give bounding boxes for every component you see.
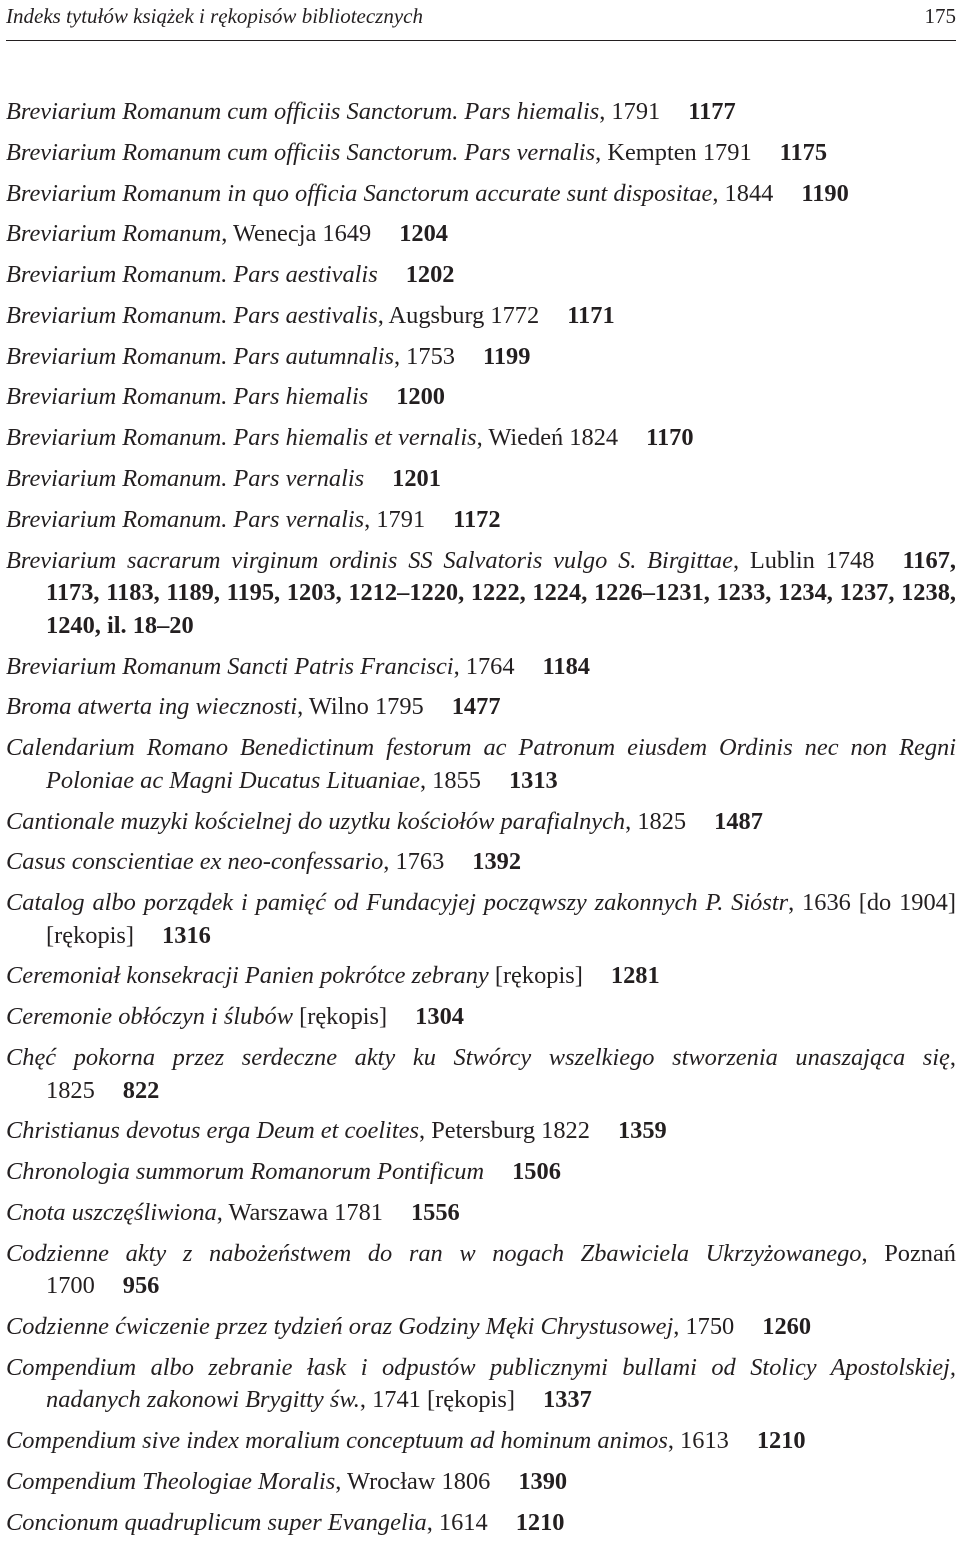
entry-refs: 822 xyxy=(122,1076,160,1104)
entry-title: Breviarium Romanum cum officiis Sanctorum. Pars hiemalis xyxy=(6,98,600,125)
index-entry xyxy=(6,218,956,251)
entry-details: , Augsburg 1772 xyxy=(377,301,540,329)
running-header xyxy=(6,0,956,41)
index-entries xyxy=(6,96,956,1548)
index-entry xyxy=(6,259,956,292)
entry-refs: 1337 xyxy=(543,1386,592,1414)
index-entry xyxy=(6,960,956,993)
index-entry xyxy=(6,381,956,414)
index-entry xyxy=(6,1238,956,1303)
entry-title: Chęć pokorna przez serdeczne akty ku Stwórcy wszelkiego stworzenia unaszająca się xyxy=(6,1044,950,1071)
entry-details: , 1750 xyxy=(673,1313,735,1341)
index-entry xyxy=(6,1197,956,1230)
index-entry xyxy=(6,341,956,374)
index-entry xyxy=(6,1507,956,1540)
entry-refs: 1199 xyxy=(482,342,531,370)
entry-title: Breviarium Romanum xyxy=(6,220,222,248)
entry-title: Breviarium Romanum. Pars vernalis xyxy=(6,505,365,533)
entry-refs: 1506 xyxy=(512,1158,561,1186)
entry-refs: 1204 xyxy=(399,220,448,248)
entry-title: Concionum quadruplicum super Evangelia xyxy=(6,1508,427,1536)
entry-details: , 1825 xyxy=(625,807,687,835)
entry-refs: 1390 xyxy=(518,1468,568,1496)
entry-details: , Poznań 1700 xyxy=(46,1239,957,1300)
running-title: Indeks tytułów książek i rękopisów bibliotecznych xyxy=(6,4,423,28)
entry-title: Breviarium Romanum. Pars vernalis xyxy=(6,465,365,493)
entry-details: [rękopis] xyxy=(488,962,583,990)
index-entry xyxy=(6,178,956,211)
entry-title: Cantionale muzyki kościelnej do uzytku kościołów parafialnych xyxy=(6,807,626,835)
entry-refs: 1487 xyxy=(714,807,763,835)
entry-title: Breviarium Romanum. Pars hiemalis et vernalis xyxy=(6,424,477,452)
entry-refs: 1175 xyxy=(779,138,828,166)
entry-details: , 1753 xyxy=(393,342,455,370)
index-entry xyxy=(6,691,956,724)
index-entry xyxy=(6,504,956,537)
entry-title: Breviarium sacrarum virginum ordinis SS Salvatoris vulgo S. Birgittae xyxy=(6,546,733,574)
entry-refs: 1170 xyxy=(646,424,694,452)
entry-refs: 1359 xyxy=(617,1117,667,1145)
index-entry xyxy=(6,463,956,496)
entry-refs: 1200 xyxy=(396,383,445,411)
index-entry xyxy=(6,1042,956,1107)
index-entry xyxy=(6,846,956,879)
entry-refs: 1201 xyxy=(392,465,441,493)
entry-refs: 1172 xyxy=(453,505,501,533)
index-entry xyxy=(6,1311,956,1344)
entry-refs: 1210 xyxy=(756,1427,806,1455)
entry-refs: 1167, 1173, 1183, 1189, 1195, 1203, 1212–1220, 1222, 1224, 1226–1231, 1233, 1234, 1237, 1238, 1240, il. 18–20 xyxy=(46,546,956,639)
entry-details: , Wrocław 1806 xyxy=(335,1468,491,1496)
entry-title: Christianus devotus erga Deum et coelites xyxy=(6,1117,419,1145)
entry-title: Broma atwerta ing wiecznosti xyxy=(6,693,298,721)
index-entry xyxy=(6,137,956,170)
entry-title: Calendarium Romano Benedictinum festorum ac Patronum eiusdem Ordinis nec non Regni Poloniae ac Magni Ducatus Lituaniae xyxy=(6,734,956,794)
entry-refs: 1177 xyxy=(688,98,736,125)
entry-title: Casus conscientiae ex neo-confessario xyxy=(6,848,384,876)
entry-details: , 1791 xyxy=(364,505,426,533)
entry-refs: 1260 xyxy=(762,1313,812,1341)
entry-title: Compendium sive index moralium conceptuum ad hominum animos xyxy=(6,1427,668,1455)
index-entry xyxy=(6,1115,956,1148)
entry-refs: 1184 xyxy=(542,652,590,680)
entry-refs: 1281 xyxy=(610,962,660,990)
entry-title: Breviarium Romanum Sancti Patris Francisci xyxy=(6,652,454,680)
entry-title: Breviarium Romanum in quo officia Sanctorum accurate sunt dispositae xyxy=(6,179,713,207)
entry-refs: 1477 xyxy=(451,693,501,721)
entry-details: , Warszawa 1781 xyxy=(216,1198,383,1226)
index-entry xyxy=(6,732,956,797)
entry-details: , 1855 xyxy=(419,766,481,794)
entry-details: , 1763 xyxy=(383,848,445,876)
entry-refs: 1202 xyxy=(405,261,455,289)
entry-details: , 1741 [rękopis] xyxy=(359,1386,515,1414)
entry-refs: 1316 xyxy=(162,921,211,949)
entry-title: Ceremoniał konsekracji Panien pokrótce zebrany xyxy=(6,962,489,990)
index-entry xyxy=(6,1001,956,1034)
entry-details: , Wiedeń 1824 xyxy=(476,424,619,452)
page-number: 175 xyxy=(924,4,956,28)
entry-title: Ceremonie obłóczyn i ślubów xyxy=(6,1003,294,1031)
entry-title: Compendium Theologiae Moralis xyxy=(6,1468,336,1496)
index-entry xyxy=(6,1352,956,1417)
entry-title: Codzienne akty z nabożeństwem do ran w nogach Zbawiciela Ukrzyżowanego xyxy=(6,1239,862,1267)
entry-refs: 1313 xyxy=(508,766,558,794)
entry-details: , Kempten 1791 xyxy=(595,138,752,166)
entry-title: Breviarium Romanum. Pars aestivalis xyxy=(6,301,378,329)
entry-refs: 1392 xyxy=(472,848,522,876)
entry-refs: 1210 xyxy=(515,1508,565,1536)
entry-details: [rękopis] xyxy=(293,1003,388,1031)
entry-refs: 1190 xyxy=(801,179,849,207)
entry-details: , 1614 xyxy=(426,1508,488,1536)
entry-title: Codzienne ćwiczenie przez tydzień oraz Godziny Męki Chrystusowej xyxy=(6,1313,674,1341)
entry-details: , 1636 [do 1904] [rękopis] xyxy=(46,889,956,949)
entry-refs: 1304 xyxy=(415,1003,464,1031)
entry-details: , Petersburg 1822 xyxy=(419,1117,590,1145)
entry-details: , 1825 xyxy=(46,1044,956,1104)
index-entry xyxy=(6,887,956,952)
entry-title: Breviarium Romanum. Pars hiemalis xyxy=(6,383,369,411)
entry-title: Breviarium Romanum. Pars aestivalis xyxy=(6,261,378,289)
entry-details: , 1764 xyxy=(453,652,515,680)
entry-details: , Wenecja 1649 xyxy=(221,220,372,248)
entry-title: Compendium albo zebranie łask i odpustów publicznymi bullami od Stolicy Apostolskiej, nadanych zakonowi Brygitty św. xyxy=(6,1353,956,1414)
entry-title: Breviarium Romanum. Pars autumnalis xyxy=(6,342,394,370)
index-entry xyxy=(6,545,956,643)
entry-title: Breviarium Romanum cum officiis Sanctorum. Pars vernalis xyxy=(6,138,596,166)
entry-refs: 956 xyxy=(122,1272,160,1300)
entry-details: , Wilno 1795 xyxy=(297,693,424,721)
entry-details: , 1791 xyxy=(599,98,661,125)
entry-refs: 1556 xyxy=(410,1198,460,1226)
entry-title: Cnota uszczęśliwiona xyxy=(6,1198,217,1226)
entry-details: , 1844 xyxy=(712,179,774,207)
index-entry xyxy=(6,1425,956,1458)
index-entry xyxy=(6,422,956,455)
index-entry xyxy=(6,300,956,333)
index-entry xyxy=(6,651,956,684)
entry-refs: 1171 xyxy=(567,301,615,329)
index-entry xyxy=(6,1156,956,1189)
index-entry xyxy=(6,1466,956,1499)
entry-title: Chronologia summorum Romanorum Pontificum xyxy=(6,1158,485,1186)
entry-details: , 1613 xyxy=(667,1427,729,1455)
entry-title: Catalog albo porządek i pamięć od Fundacyjej począwszy zakonnych P. Siόstr xyxy=(6,889,789,917)
entry-details: , Lublin 1748 xyxy=(732,546,875,574)
index-entry xyxy=(6,96,956,129)
index-entry xyxy=(6,806,956,839)
